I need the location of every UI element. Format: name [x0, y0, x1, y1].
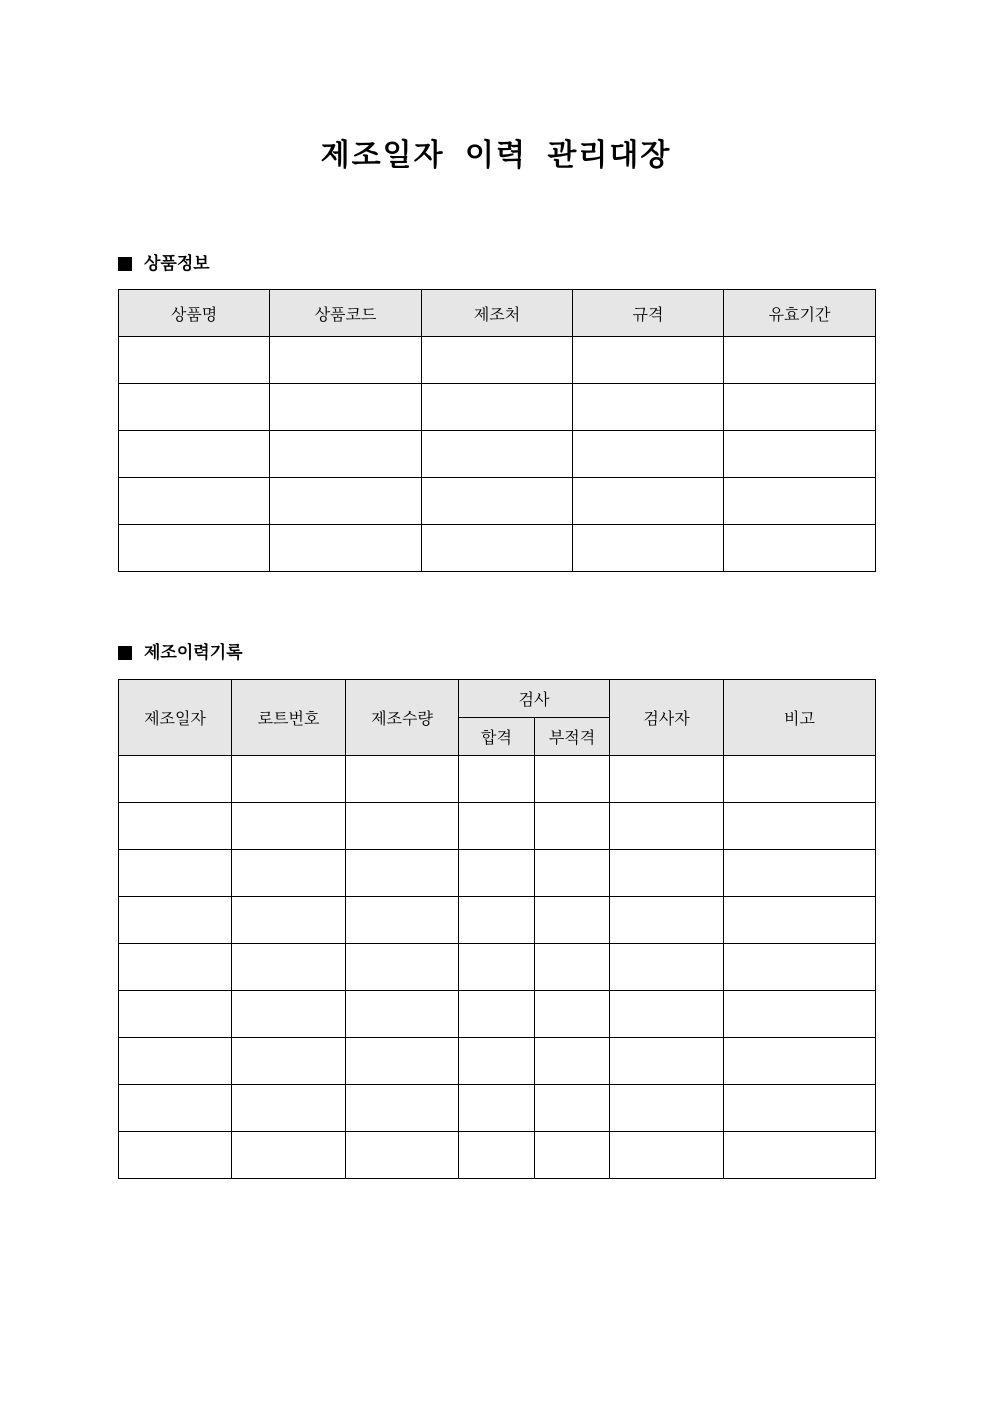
- table-cell[interactable]: [573, 337, 724, 384]
- table-cell[interactable]: [535, 850, 610, 897]
- column-header-inspector: 검사자: [610, 680, 724, 756]
- table-cell[interactable]: [610, 897, 724, 944]
- column-header-expiry-period: 유효기간: [724, 290, 876, 337]
- table-cell[interactable]: [119, 337, 270, 384]
- table-cell[interactable]: [119, 478, 270, 525]
- table-cell[interactable]: [724, 1085, 876, 1132]
- table-cell[interactable]: [459, 944, 535, 991]
- table-cell[interactable]: [724, 525, 876, 572]
- table-cell[interactable]: [724, 897, 876, 944]
- table-row: [119, 756, 876, 803]
- table-cell[interactable]: [232, 756, 346, 803]
- table-cell[interactable]: [724, 1038, 876, 1085]
- column-header-manufacture-date: 제조일자: [119, 680, 232, 756]
- table-row: [119, 850, 876, 897]
- column-header-inspection: 검사: [459, 680, 610, 718]
- table-cell[interactable]: [459, 991, 535, 1038]
- table-header-row: [119, 680, 876, 718]
- column-header-fail: 부적격: [535, 718, 610, 756]
- table-cell[interactable]: [724, 337, 876, 384]
- table-row: [119, 525, 876, 572]
- table-cell[interactable]: [346, 1038, 459, 1085]
- table-row: [119, 803, 876, 850]
- table-cell[interactable]: [346, 1085, 459, 1132]
- table-cell[interactable]: [535, 991, 610, 1038]
- table-cell[interactable]: [346, 944, 459, 991]
- product-info-table: [118, 289, 876, 572]
- table-cell[interactable]: [346, 756, 459, 803]
- table-cell[interactable]: [459, 850, 535, 897]
- table-cell[interactable]: [346, 803, 459, 850]
- table-cell[interactable]: [119, 1038, 232, 1085]
- table-cell[interactable]: [270, 337, 422, 384]
- table-cell[interactable]: [119, 991, 232, 1038]
- table-cell[interactable]: [724, 384, 876, 431]
- table-cell[interactable]: [232, 1085, 346, 1132]
- column-header-quantity: 제조수량: [346, 680, 459, 756]
- table-cell[interactable]: [610, 1132, 724, 1179]
- table-cell[interactable]: [119, 1132, 232, 1179]
- table-cell[interactable]: [119, 1085, 232, 1132]
- table-cell[interactable]: [724, 944, 876, 991]
- column-header-manufacturer: 제조처: [422, 290, 573, 337]
- table-row: [119, 384, 876, 431]
- table-cell[interactable]: [573, 478, 724, 525]
- table-cell[interactable]: [724, 478, 876, 525]
- table-cell[interactable]: [422, 525, 573, 572]
- table-cell[interactable]: [270, 478, 422, 525]
- table-row: [119, 1038, 876, 1085]
- square-bullet-icon: [118, 257, 132, 271]
- table-cell[interactable]: [232, 944, 346, 991]
- table-cell[interactable]: [610, 803, 724, 850]
- table-row: [119, 944, 876, 991]
- table-cell[interactable]: [270, 525, 422, 572]
- table-cell[interactable]: [535, 897, 610, 944]
- table-cell[interactable]: [610, 1085, 724, 1132]
- table-cell[interactable]: [724, 431, 876, 478]
- table-cell[interactable]: [119, 756, 232, 803]
- table-cell[interactable]: [535, 756, 610, 803]
- table-cell[interactable]: [610, 850, 724, 897]
- table-cell[interactable]: [459, 756, 535, 803]
- table-cell[interactable]: [232, 897, 346, 944]
- column-header-remarks: 비고: [724, 680, 876, 756]
- table-cell[interactable]: [232, 1038, 346, 1085]
- table-cell[interactable]: [232, 850, 346, 897]
- table-cell[interactable]: [346, 897, 459, 944]
- table-cell[interactable]: [119, 803, 232, 850]
- table-cell[interactable]: [232, 991, 346, 1038]
- table-cell[interactable]: [346, 850, 459, 897]
- table-cell[interactable]: [232, 1132, 346, 1179]
- table-cell[interactable]: [346, 1132, 459, 1179]
- column-header-product-name: 상품명: [119, 290, 270, 337]
- table-row: [119, 431, 876, 478]
- section-heading-history: [118, 641, 243, 665]
- table-cell[interactable]: [119, 431, 270, 478]
- table-row: [119, 337, 876, 384]
- section-heading-label: 상품정보: [144, 254, 210, 274]
- column-header-specification: 규격: [573, 290, 724, 337]
- column-header-pass: 합격: [459, 718, 535, 756]
- table-cell[interactable]: [422, 384, 573, 431]
- table-cell[interactable]: [610, 944, 724, 991]
- table-row: [119, 478, 876, 525]
- table-cell[interactable]: [610, 1038, 724, 1085]
- table-cell[interactable]: [422, 337, 573, 384]
- table-cell[interactable]: [270, 384, 422, 431]
- table-cell[interactable]: [573, 431, 724, 478]
- page-title: 제조일자 이력 관리대장: [320, 138, 672, 173]
- table-cell[interactable]: [573, 525, 724, 572]
- table-row: [119, 1132, 876, 1179]
- table-cell[interactable]: [535, 1038, 610, 1085]
- table-row: [119, 1085, 876, 1132]
- table-cell[interactable]: [459, 803, 535, 850]
- table-cell[interactable]: [724, 850, 876, 897]
- table-cell[interactable]: [119, 525, 270, 572]
- table-cell[interactable]: [119, 384, 270, 431]
- table-cell[interactable]: [459, 897, 535, 944]
- table-header-row: [119, 290, 876, 337]
- section-heading-label: 제조이력기록: [144, 643, 243, 663]
- table-cell[interactable]: [119, 944, 232, 991]
- table-cell[interactable]: [119, 897, 232, 944]
- table-cell[interactable]: [459, 1038, 535, 1085]
- table-cell[interactable]: [573, 384, 724, 431]
- table-cell[interactable]: [422, 431, 573, 478]
- table-cell[interactable]: [610, 756, 724, 803]
- table-cell[interactable]: [535, 1085, 610, 1132]
- table-cell[interactable]: [535, 944, 610, 991]
- table-cell[interactable]: [610, 991, 724, 1038]
- column-header-product-code: 상품코드: [270, 290, 422, 337]
- table-row: [119, 897, 876, 944]
- square-bullet-icon: [118, 646, 132, 660]
- table-cell[interactable]: [270, 431, 422, 478]
- section-heading-product: [118, 252, 210, 276]
- column-header-lot-number: 로트번호: [232, 680, 346, 756]
- table-cell[interactable]: [724, 803, 876, 850]
- table-cell[interactable]: [724, 991, 876, 1038]
- table-cell[interactable]: [232, 803, 346, 850]
- table-cell[interactable]: [346, 991, 459, 1038]
- table-cell[interactable]: [724, 756, 876, 803]
- table-cell[interactable]: [724, 1132, 876, 1179]
- table-cell[interactable]: [119, 850, 232, 897]
- table-cell[interactable]: [535, 1132, 610, 1179]
- manufacturing-history-table: [118, 679, 876, 1179]
- table-cell[interactable]: [535, 803, 610, 850]
- table-cell[interactable]: [459, 1085, 535, 1132]
- table-row: [119, 991, 876, 1038]
- table-cell[interactable]: [459, 1132, 535, 1179]
- table-cell[interactable]: [422, 478, 573, 525]
